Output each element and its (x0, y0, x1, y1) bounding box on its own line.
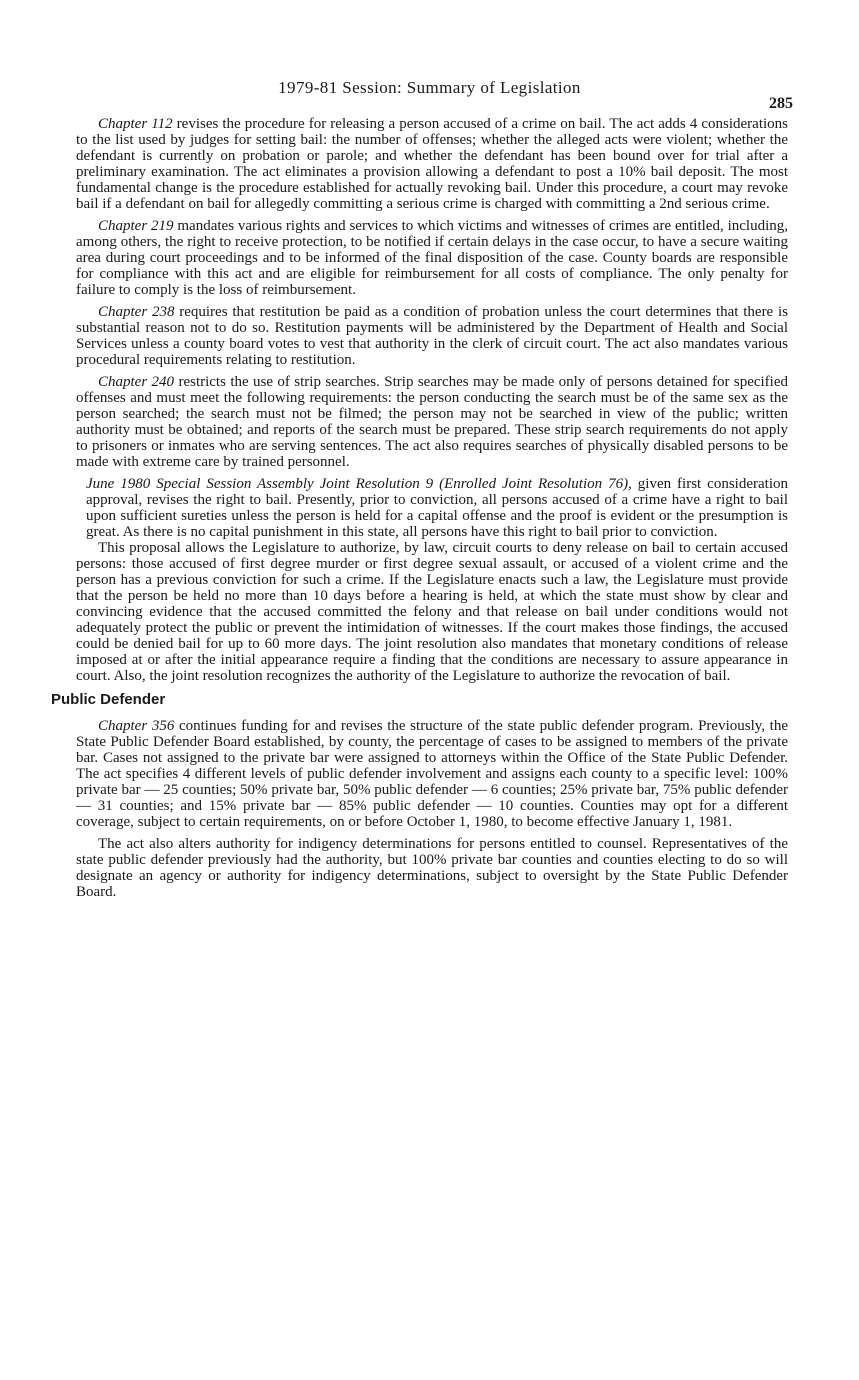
paragraph-chapter-219 (76, 218, 788, 298)
paragraph-text: requires that restitution be paid as a condition of probation unless the court determines that there is substantial reason not to do so. Restitution payments will be administered by the Department of Health and Social Services unless a county board votes to vest that authority in the clerk of circuit court. The act also mandates various procedural requirements relating to restitution. (76, 304, 788, 368)
chapter-citation: Chapter 238 (98, 304, 175, 320)
paragraph-text: continues funding for and revises the structure of the state public defender program. Previously, the State Public Defender Board established, by county, the percentage of cases to be assigned to members of the private bar. Cases not assigned to the private bar were assigned to attorneys within the Office of the State Public Defender. The act specifies 4 different levels of public defender involvement and assigns each county to a specific level: 100% private bar — 25 counties; 50% private bar, 50% public defender — 6 counties; 25% private bar, 75% public defender — 31 counties; and 15% private bar — 85% public defender — 10 counties. Counties may opt for a different coverage, subject to certain requirements, on or before October 1, 1980, to become effective January 1, 1981. (76, 718, 788, 830)
chapter-citation: Chapter 219 (98, 218, 174, 234)
running-head: 1979-81 Session: Summary of Legislation (278, 78, 581, 97)
paragraph-chapter-238 (76, 304, 788, 368)
paragraph-chapter-112 (76, 116, 788, 212)
paragraph-text: mandates various rights and services to which victims and witnesses of crimes are entitled, including, among others, the right to receive protection, to be notified if certain delays in the case occur, to have a secure waiting area during court proceedings and to be informed of the final disposition of the case. County boards are responsible for compliance with this act and are eligible for reimbursement for all costs of compliance. The only penalty for failure to comply is the loss of reimbursement. (76, 218, 788, 298)
paragraph-joint-resolution (76, 476, 788, 540)
chapter-citation: Chapter 356 (98, 718, 175, 734)
paragraph-bail-proposal: This proposal allows the Legislature to authorize, by law, circuit courts to deny release on bail to certain accused persons: those accused of first degree murder or first degree sexual assault, or accused of a violent crime and the person has a previous conviction for such a crime. If the Legislature enacts such a law, the Legislature must provide that the person be held no more than 10 days before a hearing is held, at which the state must show by clear and convincing evidence that the accused committed the felony and that release on bail under conditions would not adequately protect the public or prevent the intimidation of witnesses. If the court makes those findings, the accused could be denied bail for up to 60 more days. The joint resolution also mandates that monetary conditions of release imposed at or after the initial appearance require a finding that the conditions are necessary to assure appearance in court. Also, the joint resolution recognizes the authority of the Legislature to authorize the revocation of bail. (76, 540, 788, 684)
paragraph-chapter-356 (76, 718, 788, 830)
chapter-citation: Chapter 112 (98, 116, 173, 132)
paragraph-text: restricts the use of strip searches. Strip searches may be made only of persons detained for specified offenses and must meet the following requirements: the person conducting the search must be of the same sex as the person searched; the search must not be filmed; the person may not be searched in view of the public; written authority must be obtained; and reports of the search must be prepared. These strip search requirements do not apply to prisoners or inmates who are serving sentences. The act also requires searches of physically disabled persons to be made with extreme care by trained personnel. (76, 374, 788, 470)
document-body (51, 116, 788, 906)
paragraph-indigency: The act also alters authority for indigency determinations for persons entitled to counsel. Representatives of the state public defender previously had the authority, but 100% private bar counties and counties electing to do so will designate an agency or authority for indigency determinations, subject to oversight by the State Public Defender Board. (76, 836, 788, 900)
page-number: 285 (769, 95, 793, 112)
paragraph-text: revises the procedure for releasing a person accused of a crime on bail. The act adds 4 considerations to the list used by judges for setting bail: the number of offenses; whether the alleged acts were violent; whether the defendant is currently on probation or parole; and whether the defendant has been bound over for trial after a preliminary examination. The act eliminates a provision allowing a defendant to post a 10% bail deposit. The most fundamental change is the procedure established for actually revoking bail. Under this procedure, a court may revoke bail if a defendant on bail for allegedly committing a serious crime is charged with committing a 2nd serious crime. (76, 116, 788, 212)
resolution-citation: June 1980 Special Session Assembly Joint Resolution 9 (Enrolled Joint Resolution 76) (86, 476, 629, 492)
paragraph-chapter-240 (76, 374, 788, 470)
paragraph-text: , given first consideration approval, revises the right to bail. Presently, prior to conviction, all persons accused of a crime have a right to bail upon sufficient sureties unless the person is held for a capital offense and the proof is evident or the presumption is great. As there is no capital punishment in this state, all persons have this right to bail prior to conviction. (86, 476, 788, 540)
chapter-citation: Chapter 240 (98, 374, 175, 390)
section-heading-public-defender: Public Defender (51, 691, 166, 708)
